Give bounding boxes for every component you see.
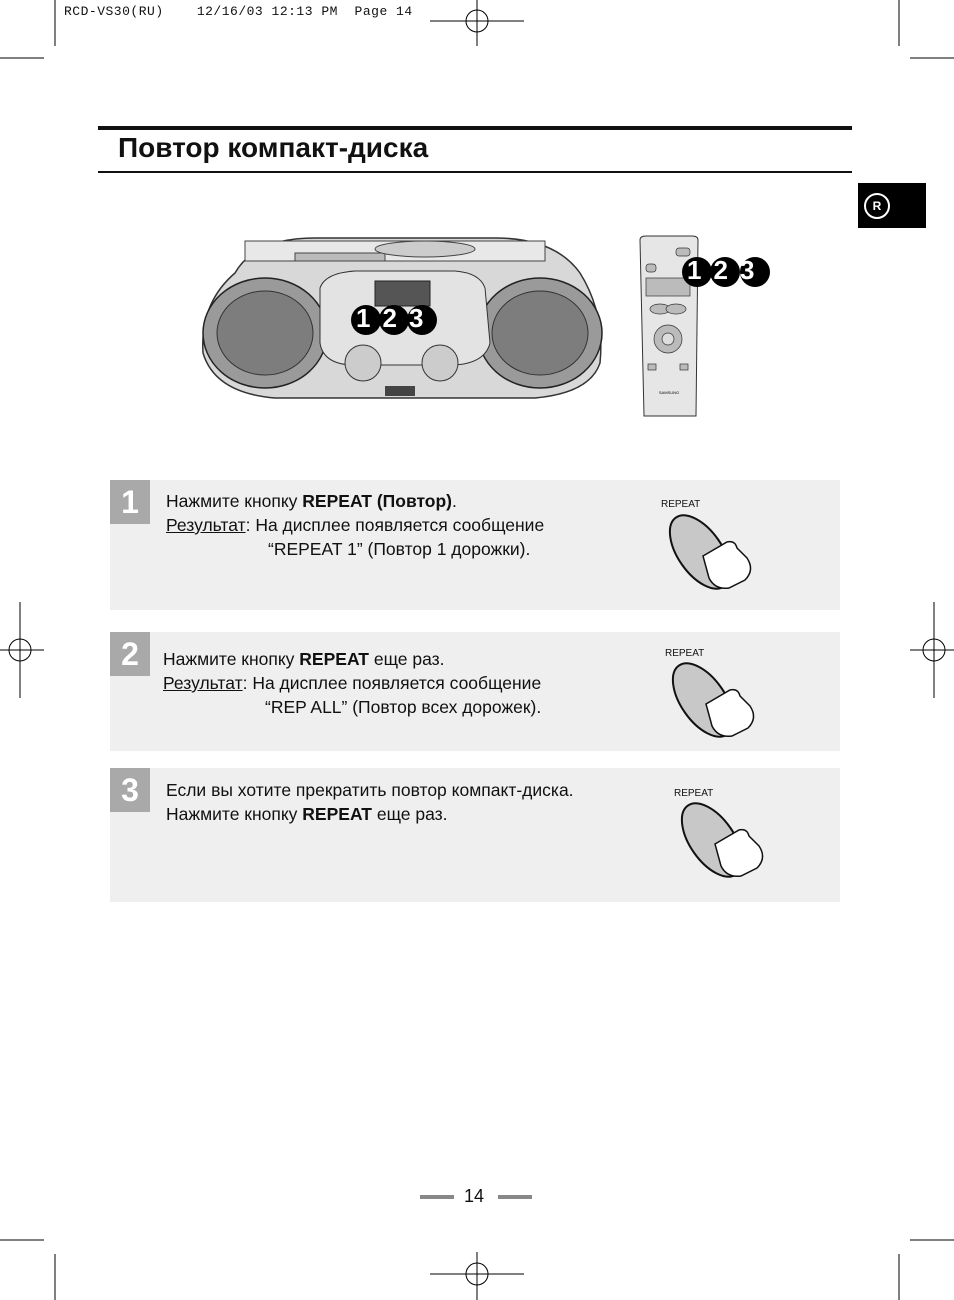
language-tab	[858, 183, 926, 228]
repeat-button-press-icon	[668, 662, 763, 742]
page-number-rule-right	[498, 1195, 532, 1199]
step-3-text: Если вы хотите прекратить повтор компакт-диска. Нажмите кнопку REPEAT еще раз.	[166, 780, 574, 824]
repeat-button-press-icon	[677, 802, 772, 882]
language-tab-label: R	[864, 193, 890, 219]
step-1-text: Нажмите кнопку REPEAT (Повтор). Результат: На дисплее появляется сообщение “REPEAT 1” (Повтор 1 дорожки).	[166, 491, 545, 559]
remote-brand-text: SAMSUNG	[658, 390, 680, 395]
step-3-panel	[110, 768, 840, 902]
title-rule-top	[98, 126, 852, 130]
repeat-button-label: REPEAT	[665, 648, 705, 659]
repeat-button-label: REPEAT	[674, 788, 714, 799]
step-2-panel	[110, 632, 840, 751]
step-number: 1	[110, 480, 150, 524]
boombox-badges-label: 123	[356, 303, 436, 333]
repeat-button-press-icon	[665, 514, 760, 594]
page-number: 14	[464, 1186, 485, 1206]
print-header: RCD-VS30(RU) 12/16/03 12:13 PM Page 14	[64, 4, 413, 19]
page-number-rule-left	[420, 1195, 454, 1199]
step-number: 2	[110, 632, 150, 676]
step-2-text: Нажмите кнопку REPEAT еще раз. Результат: На дисплее появляется сообщение “REP ALL” (Повтор всех дорожек).	[163, 649, 542, 717]
title-rule-bottom	[98, 171, 852, 173]
step-number: 3	[110, 768, 150, 812]
step-1-panel	[110, 480, 840, 610]
page-title: Повтор компакт-диска	[118, 132, 429, 163]
boombox-callout-badges	[350, 304, 440, 341]
remote-badges-label: 123	[687, 255, 767, 285]
repeat-button-label: REPEAT	[661, 499, 701, 510]
remote-callout-badges	[681, 256, 773, 293]
